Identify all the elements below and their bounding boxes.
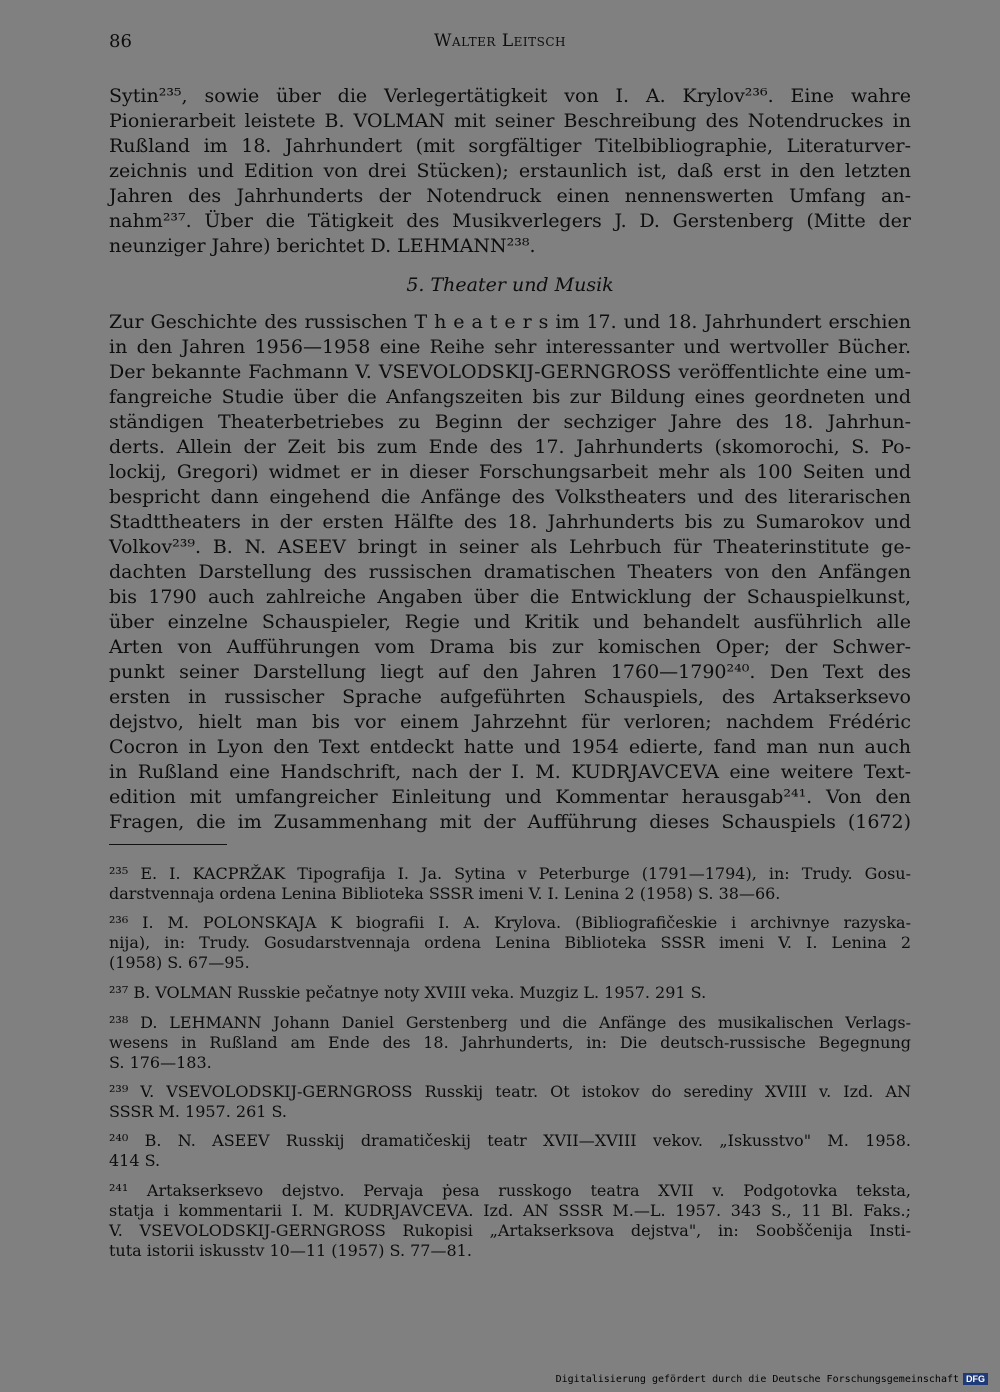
digitization-credit (556, 1373, 988, 1385)
footnote-line: ²³⁷ B. VOLMAN Russkie pečatnye noty XVIII veka. Muzgiz L. 1957. 291 S. (109, 983, 707, 1002)
footnote-rule (109, 844, 227, 845)
text-line: neunziger Jahre) berichtet D. LEHMANN²³⁸. (109, 235, 536, 257)
footnote-line: darstvennaja ordena Lenina Biblioteka SSSR imeni V. I. Lenina 2 (1958) S. 38—66. (109, 884, 781, 903)
text-line: dejstvo, hielt man bis vor einem Jahrzehnt für verloren; nachdem Frédéric (109, 711, 911, 733)
text-line: Pionierarbeit leistete B. VOLMAN mit seiner Beschreibung des Notendruckes in (109, 110, 911, 132)
text-line: Volkov²³⁹. B. N. ASEEV bringt in seiner als Lehrbuch für Theaterinstitute ge- (109, 536, 911, 558)
text-line: zeichnis und Edition von drei Stücken); erstaunlich ist, daß erst in den letzten (109, 160, 911, 182)
text-line: edition mit umfangreicher Einleitung und Kommentar herausgab²⁴¹. Von den (109, 786, 911, 808)
text-line: lockij, Gregori) widmet er in dieser Forschungsarbeit mehr als 100 Seiten und (109, 461, 911, 483)
text-line: derts. Allein der Zeit bis zum Ende des 17. Jahrhunderts (skomorochi, S. Po- (109, 436, 911, 458)
top-paragraph (109, 84, 911, 259)
footnote-line: V. VSEVOLODSKIJ-GERNGROSS Rukopisi „Artakserksova dejstva", in: Soobščenija Insti- (109, 1221, 911, 1240)
footnote-240 (109, 1131, 911, 1171)
text-line: Rußland im 18. Jahrhundert (mit sorgfältiger Titelbibliographie, Literaturver- (109, 135, 911, 157)
body-paragraph (109, 310, 911, 835)
credit-text: Digitalisierung gefördert durch die Deutsche Forschungsgemeinschaft (555, 1373, 959, 1385)
footnote-238 (109, 1013, 911, 1073)
text-line: in den Jahren 1956—1958 eine Reihe sehr interessanter und wertvoller Bücher. (109, 336, 911, 358)
running-head: Walter Leitsch (434, 31, 566, 51)
footnote-line: ²⁴⁰ B. N. ASEEV Russkij dramatičeskij teatr XVII—XVIII vekov. „Iskusstvo" M. 1958. (109, 1131, 911, 1150)
text-line: über einzelne Schauspieler, Regie und Kritik und behandelt ausführlich alle (109, 611, 911, 633)
text-line: Jahren des Jahrhunderts der Notendruck einen nennenswerten Umfang an- (109, 185, 911, 207)
text-line: bespricht dann eingehend die Anfänge des Volkstheaters und des literarischen (109, 486, 911, 508)
footnote-line: ²⁴¹ Artakserksevo dejstvo. Pervaja ṗesa russkogo teatra XVII v. Podgotovka teksta, (109, 1181, 911, 1200)
page-number: 86 (109, 31, 132, 52)
text-line: nahm²³⁷. Über die Tätigkeit des Musikverlegers J. D. Gerstenberg (Mitte der (109, 210, 911, 232)
text-line: Stadttheaters in der ersten Hälfte des 18. Jahrhunderts bis zu Sumarokov und (109, 511, 911, 533)
section-heading: 5. Theater und Musik (406, 274, 614, 296)
footnote-line: wesens in Rußland am Ende des 18. Jahrhunderts, in: Die deutsch-russische Begegnung (109, 1033, 911, 1052)
footnote-line: ²³⁵ E. I. KACPRŽAK Tipografija I. Ja. Sytina v Peterburge (1791—1794), in: Trudy. Gosu- (109, 864, 911, 883)
footnote-line: ²³⁹ V. VSEVOLODSKIJ-GERNGROSS Russkij teatr. Ot istokov do serediny XVIII v. Izd. AN (109, 1082, 911, 1101)
text-line: punkt seiner Darstellung liegt auf den Jahren 1760—1790²⁴⁰. Den Text des (109, 661, 911, 683)
text-line: Arten von Aufführungen vom Drama bis zur komischen Oper; der Schwer- (109, 636, 911, 658)
footnote-line: ²³⁶ I. M. POLONSKAJA K biografii I. A. Krylova. (Bibliografičeskie i archivnye razyska- (109, 913, 911, 932)
footnote-line: nija), in: Trudy. Gosudarstvennaja ordena Lenina Biblioteka SSSR imeni V. I. Lenina 2 (109, 933, 911, 952)
footnote-239 (109, 1082, 911, 1122)
text-line: dachten Darstellung des russischen dramatischen Theaters von den Anfängen (109, 561, 911, 583)
footnote-line: ²³⁸ D. LEHMANN Johann Daniel Gerstenberg und die Anfänge des musikalischen Verlags- (109, 1013, 911, 1032)
text-line: Der bekannte Fachmann V. VSEVOLODSKIJ-GERNGROSS veröffentlichte eine um- (109, 361, 911, 383)
footnote-line: tuta istorii iskusstv 10—11 (1957) S. 77—81. (109, 1241, 472, 1260)
footnote-line: SSSR M. 1957. 261 S. (109, 1102, 287, 1121)
text-line: bis 1790 auch zahlreiche Angaben über die Entwicklung der Schauspielkunst, (109, 586, 911, 608)
footnote-236 (109, 913, 911, 973)
footnote-line: statja i kommentarii I. M. KUDRJAVCEVA. Izd. AN SSSR M.—L. 1957. 343 S., 11 Bl. Faks.; (109, 1201, 911, 1220)
footnote-235 (109, 864, 911, 904)
footnote-237 (109, 983, 911, 1003)
text-line: Cocron in Lyon den Text entdeckt hatte und 1954 edierte, fand man nun auch (109, 736, 911, 758)
footnote-line: S. 176—183. (109, 1053, 212, 1072)
text-line: Zur Geschichte des russischen T h e a t e r s im 17. und 18. Jahrhundert erschien (109, 311, 911, 333)
dfg-logo-icon: DFG (963, 1373, 988, 1385)
text-line: ständigen Theaterbetriebes zu Beginn der sechziger Jahre des 18. Jahrhun- (109, 411, 911, 433)
text-line: fangreiche Studie über die Anfangszeiten bis zur Bildung eines geordneten und (109, 386, 911, 408)
text-line: ersten in russischer Sprache aufgeführten Schauspiels, des Artakserksevo (109, 686, 911, 708)
text-line: Sytin²³⁵, sowie über die Verlegertätigkeit von I. A. Krylov²³⁶. Eine wahre (109, 85, 911, 107)
footnote-line: 414 S. (109, 1151, 161, 1170)
footnote-line: (1958) S. 67—95. (109, 953, 250, 972)
text-line: in Rußland eine Handschrift, nach der I. M. KUDRJAVCEVA eine weitere Text- (109, 761, 911, 783)
footnote-241 (109, 1181, 911, 1261)
text-line: Fragen, die im Zusammenhang mit der Aufführung dieses Schauspiels (1672) (109, 811, 911, 833)
